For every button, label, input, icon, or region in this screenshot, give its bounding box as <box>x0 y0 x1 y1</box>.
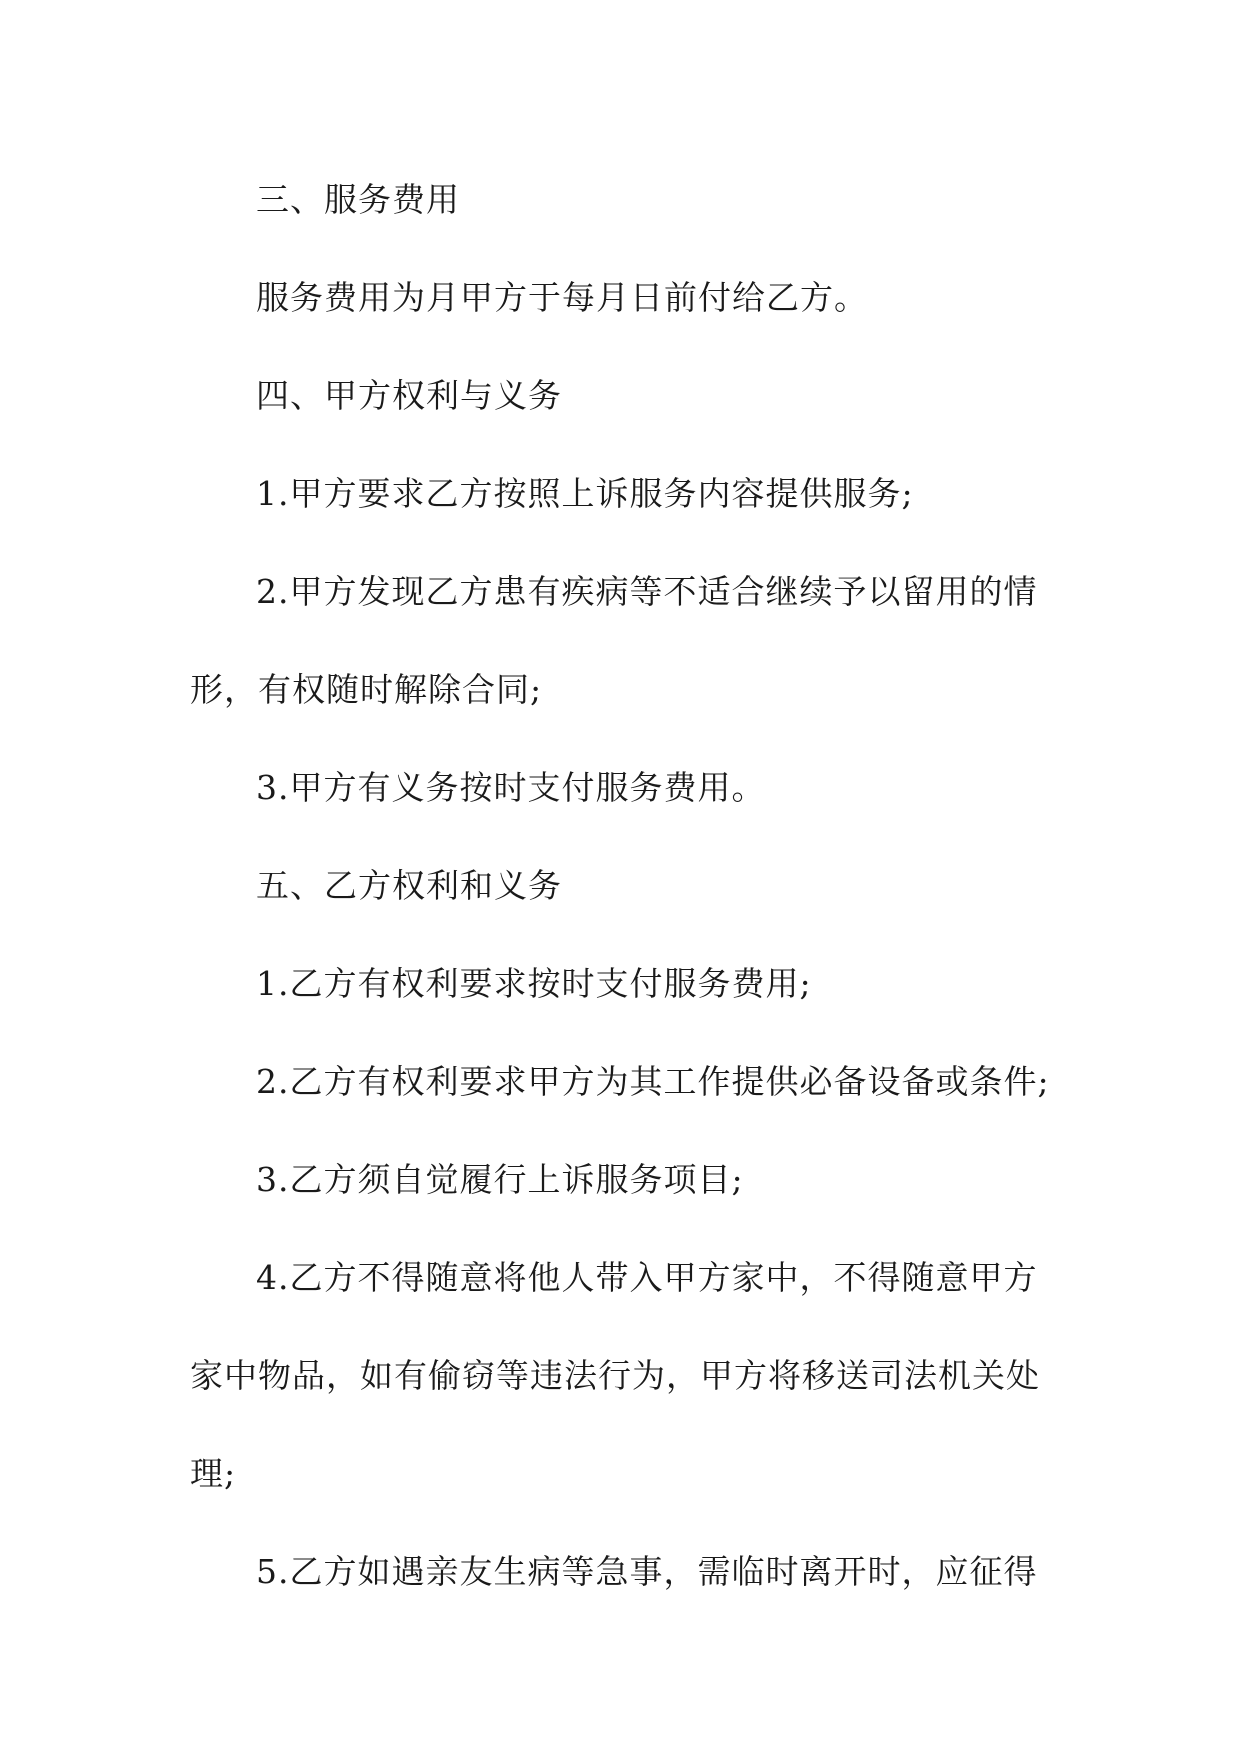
section-heading-party-b: 五、乙方权利和义务 <box>256 866 562 905</box>
paragraph-line: 3.甲方有义务按时支付服务费用。 <box>256 768 766 807</box>
paragraph-line: 1.乙方有权利要求按时支付服务费用; <box>256 964 812 1003</box>
paragraph-line: 形，有权随时解除合同; <box>190 670 543 709</box>
section-heading-party-a: 四、甲方权利与义务 <box>256 376 562 415</box>
paragraph-line: 1.甲方要求乙方按照上诉服务内容提供服务; <box>256 474 914 513</box>
paragraph-line: 4.乙方不得随意将他人带入甲方家中，不得随意甲方 <box>256 1258 1038 1297</box>
section-heading-service-fee: 三、服务费用 <box>256 180 460 219</box>
paragraph-line: 3.乙方须自觉履行上诉服务项目; <box>256 1160 744 1199</box>
paragraph-line: 服务费用为月甲方于每月日前付给乙方。 <box>256 278 868 317</box>
paragraph-line: 5.乙方如遇亲友生病等急事，需临时离开时，应征得 <box>256 1552 1038 1591</box>
paragraph-line: 家中物品，如有偷窃等违法行为，甲方将移送司法机关处 <box>190 1356 1040 1395</box>
paragraph-line: 理; <box>190 1454 237 1493</box>
paragraph-line: 2.乙方有权利要求甲方为其工作提供必备设备或条件; <box>256 1062 1050 1101</box>
paragraph-line: 2.甲方发现乙方患有疾病等不适合继续予以留用的情 <box>256 572 1038 611</box>
